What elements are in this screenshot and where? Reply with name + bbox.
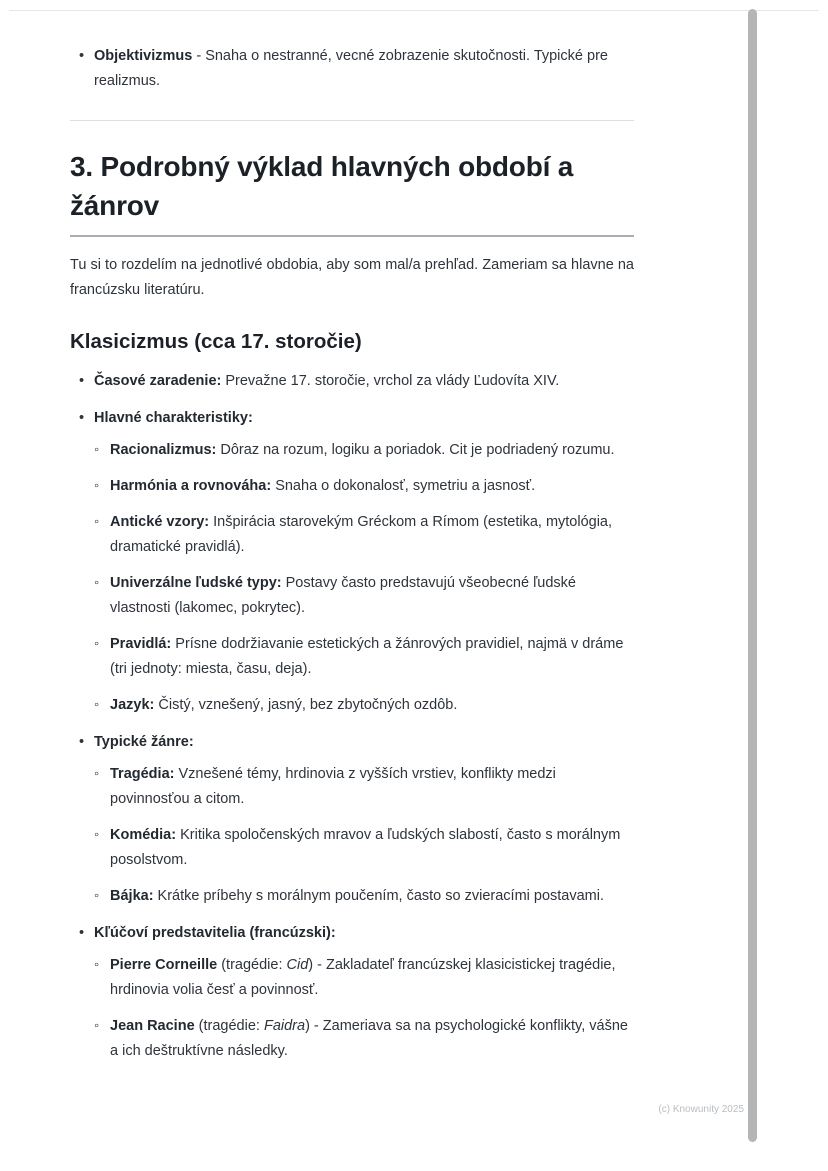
circle-bullet-icon: ◦ xyxy=(94,766,100,782)
document-content xyxy=(70,0,634,1064)
item-text: Kritika spoločenských mravov a ľudských slabostí, často s morálnym posolstvom. xyxy=(110,827,621,868)
list-item-text xyxy=(94,406,634,431)
item-text: (tragédie: xyxy=(217,957,287,973)
carryover-list xyxy=(70,44,634,94)
item-label: Kľúčoví predstavitelia (francúzski): xyxy=(94,925,336,941)
item-label: Jean Racine xyxy=(110,1018,195,1034)
list-item-text xyxy=(110,438,634,463)
list-item-text xyxy=(94,921,634,946)
klasicizmus-list xyxy=(70,369,634,1064)
list-item xyxy=(70,369,634,394)
list-item xyxy=(94,1014,634,1064)
circle-bullet-icon: ◦ xyxy=(94,957,100,973)
scrollbar[interactable] xyxy=(748,9,757,1142)
list-item-text xyxy=(110,632,634,682)
divider xyxy=(70,120,634,121)
item-text: (tragédie: xyxy=(194,1018,264,1034)
item-text: ) - Zameriava sa na psychologické konflikty, vášne a ich deštruktívne následky. xyxy=(110,1018,628,1059)
item-text: - Snaha o nestranné, vecné zobrazenie skutočnosti. Typické pre realizmus. xyxy=(94,48,608,89)
bullet-icon: • xyxy=(79,734,85,750)
list-item xyxy=(94,884,634,909)
list-item-text xyxy=(110,474,634,499)
item-label: Tragédia: xyxy=(110,766,175,782)
sub-list xyxy=(94,953,634,1064)
list-item-text xyxy=(110,510,634,560)
circle-bullet-icon: ◦ xyxy=(94,1018,100,1034)
item-label: Typické žánre: xyxy=(94,734,194,750)
item-text: Snaha o dokonalosť, symetriu a jasnosť. xyxy=(271,478,536,494)
item-text: Vznešené témy, hrdinovia z vyšších vrstiev, konflikty medzi povinnosťou a citom. xyxy=(110,766,556,807)
section-intro: Tu si to rozdelím na jednotlivé obdobia, aby som mal/a prehľad. Zameriam sa hlavne na francúzsku literatúru. xyxy=(70,257,634,298)
item-text: Inšpirácia starovekým Gréckom a Rímom (estetika, mytológia, dramatické pravidlá). xyxy=(110,514,613,555)
item-text: ) - Zakladateľ francúzskej klasicistickej tragédie, hrdinovia volia česť a povinnosť. xyxy=(110,957,616,998)
circle-bullet-icon: ◦ xyxy=(94,514,100,530)
watermark: (c) Knowunity 2025 xyxy=(658,1104,744,1115)
sub-list xyxy=(94,762,634,909)
list-item-text xyxy=(110,1014,634,1064)
item-text: Postavy často predstavujú všeobecné ľudské vlastnosti (lakomec, pokrytec). xyxy=(110,575,576,616)
list-item xyxy=(94,953,634,1003)
item-label: Pravidlá: xyxy=(110,636,172,652)
item-label: Racionalizmus: xyxy=(110,442,217,458)
circle-bullet-icon: ◦ xyxy=(94,827,100,843)
item-work-title: Faidra xyxy=(263,1018,306,1034)
list-item xyxy=(94,571,634,621)
circle-bullet-icon: ◦ xyxy=(94,636,100,652)
item-text: Prísne dodržiavanie estetických a žánrových pravidiel, najmä v dráme (tri jednoty: miesta, času, deja). xyxy=(110,636,624,677)
circle-bullet-icon: ◦ xyxy=(94,442,100,458)
bullet-icon: • xyxy=(79,410,85,426)
list-item-text xyxy=(110,823,634,873)
circle-bullet-icon: ◦ xyxy=(94,888,100,904)
bullet-icon: • xyxy=(79,48,85,64)
item-label: Antické vzory: xyxy=(110,514,210,530)
list-item xyxy=(94,693,634,718)
item-label: Hlavné charakteristiky: xyxy=(94,410,253,426)
list-item xyxy=(70,406,634,718)
item-text: Prevažne 17. storočie, vrchol za vlády Ľudovíta XIV. xyxy=(221,373,560,389)
list-item xyxy=(94,823,634,873)
sub-list xyxy=(94,438,634,718)
list-item-text xyxy=(94,369,634,394)
list-item xyxy=(70,44,634,94)
list-item xyxy=(94,762,634,812)
list-item xyxy=(70,921,634,1064)
list-item-text xyxy=(110,762,634,812)
section-heading: 3. Podrobný výklad hlavných období a žánrov xyxy=(70,151,574,221)
bullet-icon: • xyxy=(79,925,85,941)
list-item-text xyxy=(110,953,634,1003)
list-item xyxy=(94,438,634,463)
list-item-text xyxy=(94,730,634,755)
item-label: Jazyk: xyxy=(110,697,155,713)
list-item xyxy=(94,474,634,499)
item-label: Harmónia a rovnováha: xyxy=(110,478,272,494)
list-item xyxy=(94,632,634,682)
list-item xyxy=(94,510,634,560)
item-label: Časové zaradenie: xyxy=(94,373,222,389)
list-item-text xyxy=(110,693,634,718)
list-item-text xyxy=(94,44,634,94)
item-label: Objektivizmus xyxy=(94,48,193,64)
circle-bullet-icon: ◦ xyxy=(94,478,100,494)
bullet-icon: • xyxy=(79,373,85,389)
list-item xyxy=(70,730,634,909)
item-text: Čistý, vznešený, jasný, bez zbytočných ozdôb. xyxy=(154,697,458,713)
item-work-title: Cid xyxy=(286,957,309,973)
item-text: Dôraz na rozum, logiku a poriadok. Cit je podriadený rozumu. xyxy=(216,442,615,458)
list-item-text xyxy=(110,571,634,621)
circle-bullet-icon: ◦ xyxy=(94,575,100,591)
item-label: Bájka: xyxy=(110,888,154,904)
list-item-text xyxy=(110,884,634,909)
item-text: Krátke príbehy s morálnym poučením, často so zvieracími postavami. xyxy=(153,888,605,904)
subsection-heading: Klasicizmus (cca 17. storočie) xyxy=(70,330,362,353)
item-label: Komédia: xyxy=(110,827,177,843)
circle-bullet-icon: ◦ xyxy=(94,697,100,713)
heading-underline xyxy=(70,235,634,237)
item-label: Univerzálne ľudské typy: xyxy=(110,575,282,591)
item-label: Pierre Corneille xyxy=(110,957,218,973)
